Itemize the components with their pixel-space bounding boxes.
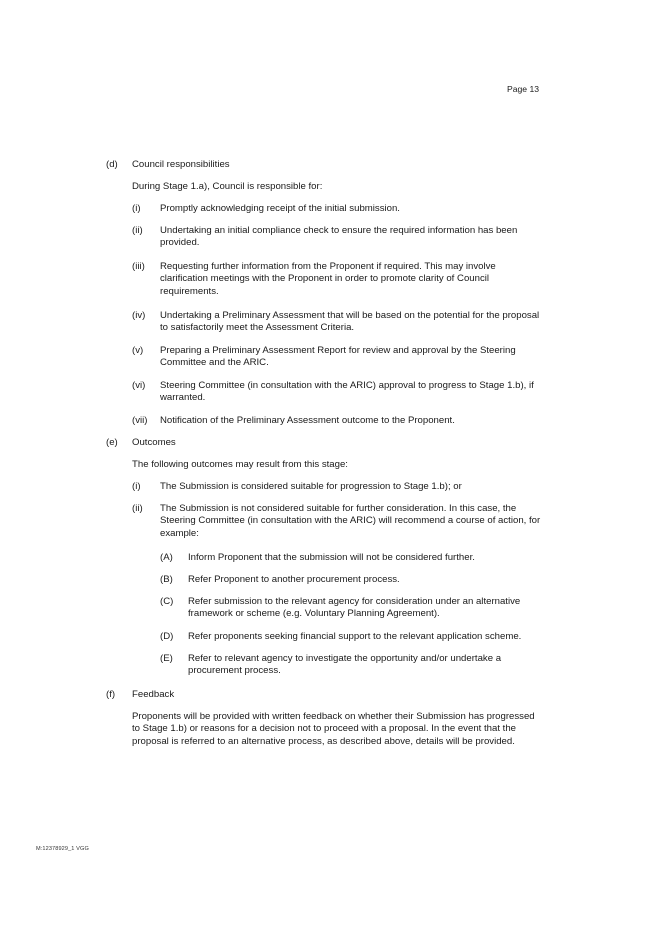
section-label-d: (d): [106, 159, 118, 170]
list-item-number: (i): [132, 481, 141, 492]
list-item-text: Undertaking a Preliminary Assessment that will be based on the potential for the proposal to satisfactorily meet the Assessment Criteria.: [160, 310, 540, 334]
footer-reference: M:12378929_1 VGG: [36, 846, 89, 852]
list-item-text: Undertaking an initial compliance check to ensure the required information has been provided.: [160, 225, 518, 249]
sub-list-item-letter: (B): [160, 574, 173, 585]
list-item-text: Requesting further information from the Proponent if required. This may involve clarification meetings with the Proponent in order to promote clarity of Council requirements.: [160, 261, 496, 297]
section-intro-d: During Stage 1.a), Council is responsible for:: [132, 181, 323, 192]
list-item-text: Notification of the Preliminary Assessment outcome to the Proponent.: [160, 415, 455, 426]
section-body-f: Proponents will be provided with written feedback on whether their Submission has progressed to Stage 1.b) or reasons for a decision not to proceed with a proposal. In the event that the proposal is referred to an alternative process, as described above, details will be provided.: [132, 711, 535, 747]
list-item-text: The Submission is considered suitable for progression to Stage 1.b); or: [160, 481, 462, 492]
list-item-text: The Submission is not considered suitable for further consideration. In this case, the Steering Committee (in consultation with the ARIC) will recommend a course of action, for example:: [160, 503, 541, 539]
sub-list-item-text: Refer to relevant agency to investigate the opportunity and/or undertake a procurement process.: [188, 653, 502, 677]
list-item-number: (iii): [132, 261, 145, 272]
list-item-number: (vi): [132, 380, 146, 391]
section-title-f: Feedback: [132, 689, 175, 700]
sub-list-item-letter: (D): [160, 631, 174, 642]
sub-list-item-text: Refer submission to the relevant agency for consideration under an alternative framework or scheme (e.g. Voluntary Planning Agreement).: [188, 596, 521, 620]
section-title-e: Outcomes: [132, 437, 176, 448]
sub-list-item-text: Refer proponents seeking financial support to the relevant application scheme.: [188, 631, 522, 642]
section-label-e: (e): [106, 437, 118, 448]
list-item-text: Preparing a Preliminary Assessment Report for review and approval by the Steering Committee and the ARIC.: [160, 345, 516, 369]
list-item-number: (v): [132, 345, 144, 356]
section-label-f: (f): [106, 689, 116, 700]
section-intro-e: The following outcomes may result from this stage:: [132, 459, 348, 470]
page-number: Page 13: [507, 84, 540, 94]
list-item-number: (iv): [132, 310, 146, 321]
list-item-number: (i): [132, 203, 141, 214]
sub-list-item-letter: (A): [160, 552, 173, 563]
list-item-text: Steering Committee (in consultation with the ARIC) approval to progress to Stage 1.b), if warranted.: [160, 380, 534, 404]
sub-list-item-text: Inform Proponent that the submission will not be considered further.: [188, 552, 475, 563]
sub-list-item-letter: (E): [160, 653, 173, 664]
sub-list-item-letter: (C): [160, 596, 174, 607]
list-item-text: Promptly acknowledging receipt of the initial submission.: [160, 203, 400, 214]
list-item-number: (vii): [132, 415, 148, 426]
list-item-number: (ii): [132, 503, 143, 514]
section-title-d: Council responsibilities: [132, 159, 230, 170]
sub-list-item-text: Refer Proponent to another procurement process.: [188, 574, 400, 585]
list-item-number: (ii): [132, 225, 143, 236]
